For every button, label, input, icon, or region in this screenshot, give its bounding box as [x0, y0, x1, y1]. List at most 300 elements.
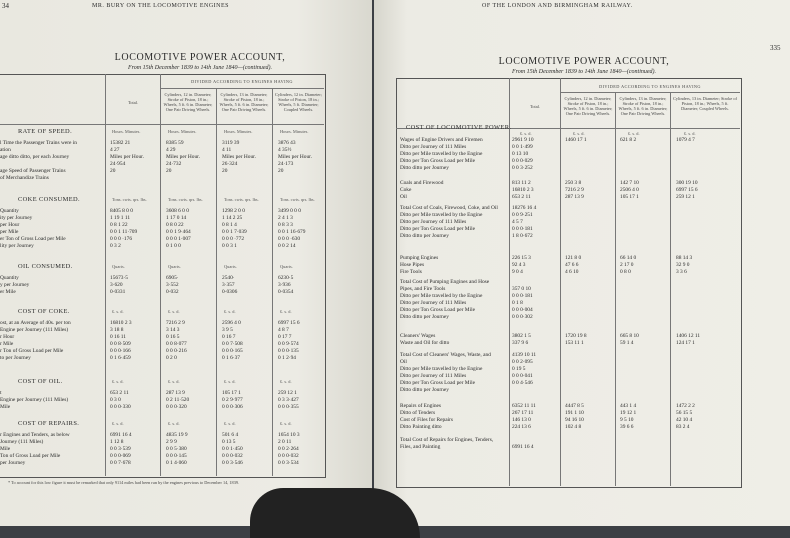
right-table-cell: 300 19 10 [676, 180, 698, 186]
right-row-label: Oil [400, 194, 407, 200]
left-table-cell: 4 11 [222, 147, 232, 153]
right-row-label: Ditto per Journey of 111 Miles [400, 144, 467, 150]
left-table-cell: 0 0 2 14 [278, 243, 296, 249]
left-table-cell: 0 0 0 ·176 [110, 236, 133, 242]
right-row-label: Coke [400, 187, 412, 193]
left-title: LOCOMOTIVE POWER ACCOUNT, [114, 52, 286, 63]
left-col-rule [105, 74, 106, 476]
right-table-cell: 0 19 5 [512, 366, 526, 372]
right-row-label: Ditto per Journey of 111 Miles [400, 219, 467, 225]
left-unit-label: Quarts. [280, 264, 293, 269]
left-table-cell: 15673·5 [110, 275, 128, 281]
left-table-cell: 4 27 [110, 147, 120, 153]
left-table-cell: 0 1 6·37 [222, 355, 240, 361]
left-divided-header: DIVIDED ACCORDING TO ENGINES HAVING [191, 79, 293, 84]
right-table-cell: 9 0 4 [512, 269, 523, 275]
left-table-cell: 0 3 3·427 [278, 397, 299, 403]
left-table-cell: 0 1 4·060 [166, 460, 187, 466]
left-table-cell: 0 3 0 [110, 397, 121, 403]
left-table-cell: 2 9 9 [166, 439, 177, 445]
left-row-label: ity per Journey [0, 215, 33, 221]
left-table-cell: 653 2 11 [110, 390, 129, 396]
right-table-cell: 0 8 0 [620, 269, 631, 275]
left-table-cell: 0 0 0·069 [110, 453, 131, 459]
left-table-cell: 7216 2 9 [166, 320, 185, 326]
right-row-label: Total Cost of Repairs for Engines, Tenders, [400, 437, 494, 443]
left-row-label: r Ton of Gross Load per Mile [0, 348, 64, 354]
left-unit-label: Quarts. [112, 264, 125, 269]
left-table-cell: 0 0 3·539 [110, 446, 131, 452]
left-table-cell: Miles per Hour. [278, 154, 312, 160]
left-row-label: Mile [0, 446, 11, 452]
right-table-cell: 102 4 8 [565, 424, 582, 430]
right-row-label: Oil [400, 359, 407, 365]
left-table-cell: 0 0 0·032 [222, 453, 243, 459]
left-unit-label: Quarts. [224, 264, 237, 269]
right-row-label: Total Cost of Cleaners' Wages, Waste, and [400, 352, 491, 358]
left-row-label: of Merchandize Trains [0, 175, 49, 181]
right-table-cell: 16810 2 3 [512, 187, 534, 193]
left-table-cell: 0 1 6·459 [110, 355, 131, 361]
left-table-cell: 0 3 2 [110, 243, 121, 249]
right-table-cell: 443 1 4 [620, 403, 637, 409]
left-col-rule [272, 88, 273, 476]
right-table-cell: 94 16 10 [565, 417, 584, 423]
left-table-cell: 0 0 0·330 [110, 404, 131, 410]
left-table-cell: 6997 15 6 [278, 320, 300, 326]
left-table-cell: 0 0 5·380 [166, 446, 187, 452]
left-section-title: OIL CONSUMED. [18, 263, 73, 270]
left-table-cell: 0 0 0·032 [278, 453, 299, 459]
left-unit-label: £. s. d. [224, 421, 236, 426]
right-table-cell: 226 15 3 [512, 255, 531, 261]
left-table-cell: 0 2 11·520 [166, 397, 190, 403]
right-row-label: Repairs of Engines [400, 403, 442, 409]
right-table-cell: 6997 15 6 [676, 187, 698, 193]
left-table-cell: 1 12 8 [110, 439, 124, 445]
left-table-cell: 3 14 3 [166, 327, 180, 333]
right-table-cell: 1720 19 8 [565, 333, 587, 339]
left-row-label: r Mile [0, 341, 14, 347]
left-table-cell: 3 9 5 [222, 327, 233, 333]
left-col-rule [216, 88, 217, 476]
left-table-cell: 4 35½ [278, 147, 292, 153]
right-table-cell: 121 8 0 [565, 255, 582, 261]
right-table-cell: 6991 16 4 [512, 444, 534, 450]
left-table-cell: 3·936 [278, 282, 291, 288]
right-row-label: Coals and Firewood [400, 180, 444, 186]
left-section-title: COST OF COKE. [18, 308, 70, 315]
right-table-cell: 1406 12 11 [676, 333, 701, 339]
right-row-label: Ditto ditto per Journey [400, 165, 449, 171]
right-table-cell: 47 6 6 [565, 262, 579, 268]
left-table-cell: 0 0 1 7·039 [222, 229, 247, 235]
left-header-rule [160, 88, 324, 89]
right-col-3: Cylinders, 13 in. Diameter; Stroke of Piston, 18 in.; Wheels, 5 ft. Diameter; Coupled Wheels. [673, 96, 737, 111]
right-row-label: Ditto ditto per Journey [400, 314, 449, 320]
right-table-cell: 267 17 11 [512, 410, 534, 416]
right-table-cell: 0 1 8 [512, 300, 523, 306]
right-row-label: Ditto per Ton Gross Load per Mile [400, 226, 475, 232]
left-table-cell: 0 2 9·977 [222, 397, 243, 403]
left-table-cell: 0 8 1 4 [222, 222, 237, 228]
left-col-rule [160, 74, 161, 476]
left-table-cell: 0 0 8·077 [166, 341, 187, 347]
left-table-cell: 26·324 [222, 161, 238, 167]
left-unit-label: Hours. Minutes. [168, 129, 197, 134]
right-row-label: Ditto ditto per Journey [400, 233, 449, 239]
right-table-cell: 1460 17 1 [565, 137, 587, 143]
left-section-title: COKE CONSUMED. [18, 196, 81, 203]
left-table-cell: 2 0 11 [278, 439, 292, 445]
left-row-label: per Hour [0, 222, 20, 228]
left-unit-label: Hours. Minutes. [224, 129, 253, 134]
right-header-rule [560, 92, 740, 93]
left-row-label: er Mile [0, 289, 16, 295]
left-table-cell: 0 1 0 0 [166, 243, 181, 249]
left-row-label: Quantity [0, 208, 19, 214]
left-unit-label: £. s. d. [224, 309, 236, 314]
right-table-cell: 146 13 0 [512, 417, 531, 423]
left-table-cell: 0 0 1 16·679 [278, 229, 306, 235]
right-row-label: Cost of Files for Repairs [400, 417, 454, 423]
right-table-cell: 0 0 4·546 [512, 380, 533, 386]
left-table-cell: 1 19 1 11 [110, 215, 131, 221]
right-table-cell: 337 9 6 [512, 340, 529, 346]
left-table-cell: 0 8 0 22 [166, 222, 184, 228]
left-table-cell: 0 0 1 9·464 [166, 229, 191, 235]
left-unit-label: £. s. d. [280, 421, 292, 426]
right-row-label: Ditto Painting ditto [400, 424, 442, 430]
left-col-3: Cylinders, 12 in. Diameter; Stroke of Piston, 18 in.; Wheels, 5 ft. Diameter; Coupled Wheels. [275, 92, 322, 112]
right-table-cell: 124 17 1 [676, 340, 695, 346]
left-row-label: t [0, 390, 2, 396]
right-table-cell: 3 3 6 [676, 269, 687, 275]
left-table-cell: 0 0 0·216 [166, 348, 187, 354]
right-table-cell: 4139 10 11 [512, 352, 537, 358]
left-unit-label: Tons. cwts. qrs. lbs. [224, 197, 259, 202]
left-table-cell: 0 0 3·546 [222, 460, 243, 466]
left-table-cell: 0 0 0·165 [222, 348, 243, 354]
left-table-cell: 2 4 1 3 [278, 215, 293, 221]
right-row-label: Files, and Painting [400, 444, 441, 450]
left-table-cell: 0·032 [166, 289, 179, 295]
left-table-cell: 20 [166, 168, 172, 174]
left-unit-label: Hours. Minutes. [112, 129, 141, 134]
right-table-cell: 7216 2 9 [565, 187, 584, 193]
left-table-cell: 3876 43 [278, 140, 296, 146]
left-col-total: Total. [128, 100, 138, 105]
left-section-title: COST OF OIL. [18, 378, 63, 385]
right-row-label: Ditto per Ton Gross Load per Mile [400, 307, 475, 313]
right-table-cell: 259 12 1 [676, 194, 695, 200]
right-row-label: Total Cost of Coals, Firewood, Coke, and Oil [400, 205, 498, 211]
left-row-label: Quantity [0, 275, 19, 281]
left-table-cell: Miles per Hour. [110, 154, 144, 160]
left-unit-label: £. s. d. [224, 379, 236, 384]
left-table-cell: 0 17 7 [278, 334, 292, 340]
dark-fabric-foreground [250, 488, 420, 538]
left-unit-label: Tons. cwts. qrs. lbs. [168, 197, 203, 202]
left-unit-label: £. s. d. [280, 309, 292, 314]
right-row-label: Wages of Engine Drivers and Firemen [400, 137, 483, 143]
right-table-cell: 191 1 10 [565, 410, 584, 416]
left-table-cell: 3499 0 0 0 [278, 208, 301, 214]
left-table-cell: 0 0 0·135 [278, 348, 299, 354]
left-table-cell: 2540· [222, 275, 235, 281]
left-page [0, 0, 372, 526]
right-unit-label: £. s. d. [628, 131, 640, 136]
right-row-label: Ditto per Mile travelled by the Engine [400, 293, 483, 299]
left-table-cell: 0 0 9·574 [278, 341, 299, 347]
left-col-1: Cylinders, 12 in. Diameter; Stroke of Piston, 18 in.; Wheels, 5 ft. 6 in. Diameter; One Pair Driving Wheels. [163, 92, 213, 112]
left-table-cell: 1 14 2 25 [222, 215, 243, 221]
right-table-cell: 2961 9 10 [512, 137, 534, 143]
left-unit-label: £. s. d. [112, 309, 124, 314]
left-table-cell: 3608 6 0 0 [166, 208, 189, 214]
left-table-cell: 24·732 [166, 161, 182, 167]
left-row-label: Engine per Journey (111 Miles) [0, 397, 69, 403]
left-table-cell: 3 18 8 [110, 327, 124, 333]
left-table-cell: 0 0 1 11·709 [110, 229, 138, 235]
right-table-cell: 142 7 10 [620, 180, 639, 186]
left-unit-label: £. s. d. [112, 379, 124, 384]
left-table-cell: 0·0354 [278, 289, 294, 295]
left-table-cell: 0 0 0·166 [110, 348, 131, 354]
left-unit-label: Tons. cwts. qrs. lbs. [280, 197, 315, 202]
left-table-cell: 0 0 3 1 [222, 243, 237, 249]
right-page [374, 0, 790, 526]
right-table-cell: 66 14 0 [620, 255, 637, 261]
left-table-cell: 4835 19 9 [166, 432, 188, 438]
right-table-cell: 92 4 3 [512, 262, 526, 268]
right-row-label: Ditto ditto per Journey [400, 387, 449, 393]
left-table-cell: 0 0 8·509 [110, 341, 131, 347]
left-unit-label: Hours. Minutes. [280, 129, 309, 134]
right-table-cell: 4 5 7 [512, 219, 523, 225]
left-table-cell: Miles per Hour. [166, 154, 200, 160]
right-row-label: Ditto per Ton Gross Load per Mile [400, 158, 475, 164]
right-table-cell: 83 2 4 [676, 424, 690, 430]
left-page-number: 34 [2, 2, 9, 10]
left-table-cell: 0 1 2·94 [278, 355, 296, 361]
right-col-total: Total. [530, 104, 540, 109]
right-subtitle: From 15th December 1839 to 14th June 1840—(continued). [511, 69, 657, 75]
left-table-cell: 24·173 [278, 161, 294, 167]
right-table-cell: 224 13 6 [512, 424, 531, 430]
left-row-label: Journey (111 Miles) [0, 439, 44, 445]
left-table-cell: 0 0 2·264 [278, 446, 299, 452]
left-table-cell: 1654 10 3 [278, 432, 300, 438]
right-table-cell: 665 8 10 [620, 333, 639, 339]
right-table-cell: 0 0 3·252 [512, 165, 533, 171]
right-table-cell: 19 12 1 [620, 410, 637, 416]
right-table-cell: 287 13 9 [565, 194, 584, 200]
left-table-cell: 3·620 [110, 282, 123, 288]
right-table-cell: 88 14 3 [676, 255, 693, 261]
right-row-label: Ditto per Mile travelled by the Engine [400, 212, 483, 218]
right-table-cell: 0 0 0·302 [512, 314, 533, 320]
left-section-title: RATE OF SPEED. [18, 128, 73, 135]
right-table-cell: 0 0 0·181 [512, 293, 533, 299]
right-unit-label: £. s. d. [520, 131, 532, 136]
right-row-label: Pipes, and Fire Tools [400, 286, 446, 292]
right-table-cell: 0 0 0·041 [512, 373, 533, 379]
right-row-label: Waste and Oil for ditto [400, 340, 450, 346]
right-table-cell: 250 3 8 [565, 180, 582, 186]
right-divided-header: DIVIDED ACCORDING TO ENGINES HAVING [599, 84, 701, 89]
right-table-cell: 0 0 0·029 [512, 158, 533, 164]
right-table-cell: 0 0 0·181 [512, 226, 533, 232]
left-table-cell: 0 0 0 ·630 [278, 236, 301, 242]
left-table-cell: 3·552 [166, 282, 179, 288]
left-table-cell: 2596 4 0 [222, 320, 241, 326]
left-unit-label: Quarts. [168, 264, 181, 269]
right-page-number: 335 [770, 44, 781, 52]
left-footnote: * To account for this low figure it must be remarked that only 9114 miles had been run by the engines previous to December 14, 1839. [8, 480, 240, 485]
left-table-cell: 0 0 1·450 [222, 446, 243, 452]
right-table-cell: 6352 11 11 [512, 403, 536, 409]
left-row-label: per Mile [0, 229, 19, 235]
left-row-label: ost, at an Average of 40s. per ton [0, 320, 71, 326]
right-table-cell: 2 17 0 [620, 262, 634, 268]
left-row-label: to per Journey [0, 355, 31, 361]
right-table-cell: 0 0 1·499 [512, 144, 533, 150]
right-row-label: Ditto per Mile travelled by the Engine [400, 366, 483, 372]
left-table-cell: 287 13 9 [166, 390, 185, 396]
left-running-head: MR. BURY ON THE LOCOMOTIVE ENGINES [92, 3, 229, 9]
left-table-cell: 1 17 0 14 [166, 215, 187, 221]
right-table-cell: 357 0 10 [512, 286, 531, 292]
left-row-label: er Ton of Gross Load per Mile [0, 236, 66, 242]
right-table-cell: 2506 4 0 [620, 187, 639, 193]
left-unit-label: £. s. d. [112, 421, 124, 426]
right-table-cell: 1 8 0·672 [512, 233, 533, 239]
left-table-cell: 0·0306 [222, 289, 238, 295]
left-table-cell: 16810 2 3 [110, 320, 132, 326]
left-table-cell: Miles per Hour. [222, 154, 256, 160]
left-table-cell: 0 8 3 3 [278, 222, 293, 228]
right-col-2: Cylinders, 13 in. Diameter; Stroke of Piston, 18 in.; Wheels, 5 ft. 6 in. Diameter; One Pair Driving Wheels. [618, 96, 668, 116]
left-row-label: ation [0, 147, 11, 153]
left-table-cell: 6991 16 4 [110, 432, 132, 438]
right-row-label: Ditto per Journey of 111 Miles [400, 373, 467, 379]
left-unit-label: £. s. d. [280, 379, 292, 384]
right-table-cell: 813 11 2 [512, 180, 531, 186]
left-row-label: r Hour [0, 334, 15, 340]
right-row-label: Hose Pipes [400, 262, 425, 268]
right-table-cell: 59 1 4 [620, 340, 634, 346]
right-table-cell: 18276 16 4 [512, 205, 537, 211]
left-table-cell: 0 0 0·355 [278, 404, 299, 410]
right-table-cell: 0 0 0·004 [512, 307, 533, 313]
left-table-cell: 4 8 7 [278, 327, 289, 333]
left-row-label: y per Journey [0, 282, 30, 288]
left-row-label: l Time the Passenger Trains were in [0, 140, 77, 146]
left-table-cell: 0 16 7 [222, 334, 236, 340]
right-table-cell: 0 0 2·095 [512, 359, 533, 365]
left-table-cell: 1298 2 0 0 [222, 208, 245, 214]
left-table-cell: 0 0 7·508 [222, 341, 243, 347]
left-table-cell: 0·0331 [110, 289, 126, 295]
left-row-label: Engine per Journey (111 Miles) [0, 327, 69, 333]
right-col-rule [560, 78, 561, 486]
right-table-cell: 4 6 10 [565, 269, 579, 275]
right-table-cell: 0 0 9·251 [512, 212, 533, 218]
right-row-label: Ditto of Tenders [400, 410, 436, 416]
left-table-cell: 24·954 [110, 161, 126, 167]
right-table-cell: 39 6 6 [620, 424, 634, 430]
right-table-cell: 9 5 10 [620, 417, 634, 423]
right-col-rule [670, 92, 671, 486]
right-table-cell: 153 11 1 [565, 340, 584, 346]
left-table-cell: 3119 39 [222, 140, 240, 146]
left-row-label: Ton of Gross Load per Mile [0, 453, 61, 459]
right-unit-label: £. s. d. [573, 131, 585, 136]
right-unit-label: £. s. d. [684, 131, 696, 136]
left-table-cell: 0 8 1 22 [110, 222, 128, 228]
right-col-rule [509, 78, 510, 486]
left-row-label: r Engines and Tenders, as below [0, 432, 70, 438]
left-col-2: Cylinders, 13 in. Diameter; Stroke of Piston, 18 in.; Wheels, 5 ft. 6 in. Diameter; One Pair Driving Wheels. [219, 92, 269, 112]
left-unit-label: £. s. d. [168, 309, 180, 314]
right-table-cell: 42 10 4 [676, 417, 693, 423]
left-table-cell: 8385 59 [166, 140, 184, 146]
left-table-cell: 0 0 0 1·007 [166, 236, 191, 242]
left-table-cell: 6905· [166, 275, 179, 281]
left-table-cell: 0 0 0·145 [166, 453, 187, 459]
left-table-cell: 0 16 5 [166, 334, 180, 340]
right-col-1: Cylinders, 12 in. Diameter; Stroke of Piston, 18 in.; Wheels, 5 ft. 6 in. Diameter; One Pair Driving Wheels. [563, 96, 613, 116]
right-running-head: OF THE LONDON AND BIRMINGHAM RAILWAY. [482, 3, 633, 9]
left-table-cell: 0 0 3·534 [278, 460, 299, 466]
left-row-label: per Journey [0, 460, 26, 466]
right-row-label: Pumping Engines [400, 255, 439, 261]
right-table-cell: 56 15 5 [676, 410, 693, 416]
left-row-label: age ditto ditto, per each Journey [0, 154, 70, 160]
right-table-cell: 0 13 10 [512, 151, 529, 157]
left-table-cell: 20 [222, 168, 228, 174]
left-table-cell: 0 2 0 [166, 355, 177, 361]
right-title: LOCOMOTIVE POWER ACCOUNT, [498, 56, 670, 67]
right-row-label: Ditto per Ton Gross Load per Mile [400, 380, 475, 386]
left-row-label: lity per Journey [0, 243, 34, 249]
left-table-cell: 0 0 7·678 [110, 460, 131, 466]
right-row-label: Cleaners' Wages [400, 333, 436, 339]
left-table-cell: 0 16 11 [110, 334, 126, 340]
right-section-title: COST OF LOCOMOTIVE POWER. [406, 124, 512, 131]
right-table-cell: 621 8 2 [620, 137, 637, 143]
right-table-cell: 4447 8 5 [565, 403, 584, 409]
left-unit-label: £. s. d. [168, 421, 180, 426]
left-table-cell: 259 12 1 [278, 390, 297, 396]
right-row-label: Ditto per Mile travelled by the Engine [400, 151, 483, 157]
left-table-cell: 0 0 0·306 [222, 404, 243, 410]
left-table-cell: 20 [110, 168, 116, 174]
right-table-cell: 32 9 0 [676, 262, 690, 268]
left-table-cell: 0 0 0·320 [166, 404, 187, 410]
right-table-cell: 1472 2 2 [676, 403, 695, 409]
left-table-cell: 20 [278, 168, 284, 174]
left-row-label: age Speed of Passenger Trains [0, 168, 66, 174]
left-header-rule [0, 124, 324, 125]
right-table-cell: 1079 4 7 [676, 137, 695, 143]
left-table-cell: 0 0 0 ·772 [222, 236, 245, 242]
left-table-cell: 8405 8 0 0 [110, 208, 133, 214]
right-row-label: Total Cost of Pumping Engines and Hose [400, 279, 490, 285]
left-table-cell: 15382 21 [110, 140, 131, 146]
right-col-rule [615, 92, 616, 486]
